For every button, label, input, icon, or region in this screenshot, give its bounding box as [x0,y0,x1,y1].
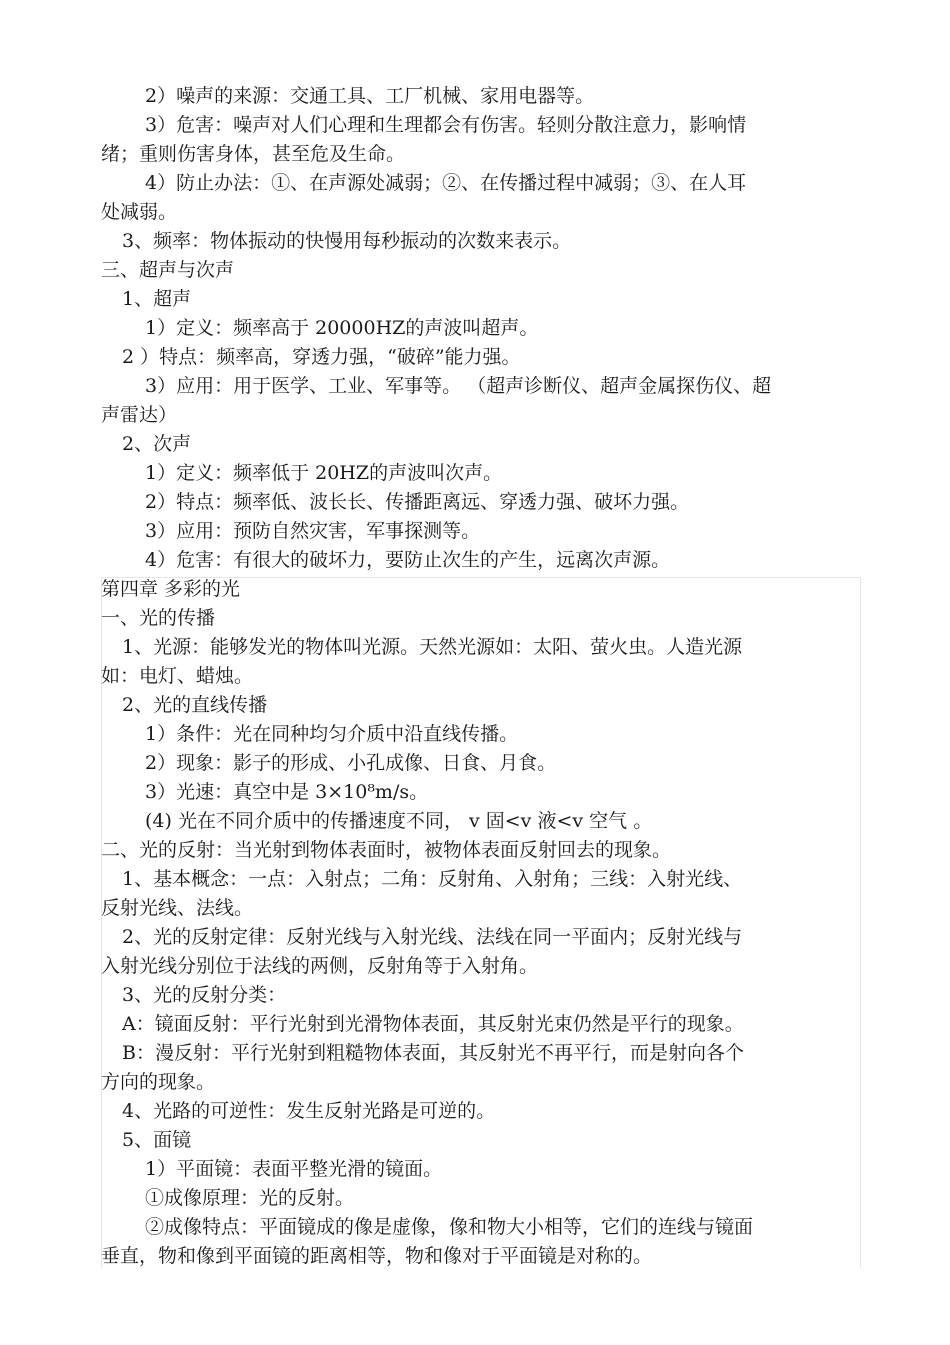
line-text: 3）危害：噪声对人们心理和生理都会有伤害。轻则分散注意力，影响情 [145,114,747,136]
line-text: 2、光的直线传播 [122,694,268,716]
text-line [0,546,950,575]
text-line [0,343,950,372]
line-text: 4）防止办法：①、在声源处减弱；②、在传播过程中减弱；③、在人耳 [145,172,747,194]
line-text: 5、面镜 [122,1129,192,1151]
text-line [0,517,950,546]
text-line [0,778,950,807]
line-text: 声雷达） [101,404,178,426]
text-line [0,372,950,401]
line-text: 2）现象：影子的形成、小孔成像、日食、月食。 [145,752,557,774]
line-text: 1、超声 [122,288,192,310]
line-text: 4、光路的可逆性：发生反射光路是可逆的。 [122,1100,496,1122]
text-line [0,111,950,140]
line-text: ①成像原理：光的反射。 [145,1187,355,1209]
text-line [0,1242,950,1271]
line-text: 反射光线、法线。 [101,897,254,919]
text-line [0,1126,950,1155]
line-text: 1）条件：光在同种均匀介质中沿直线传播。 [145,723,519,745]
text-line [0,923,950,952]
text-line [0,82,950,111]
line-text: 3）光速：真空中是 3×10⁸m/s。 [145,781,429,803]
text-line [0,314,950,343]
text-line [0,633,950,662]
line-text: 2、光的反射定律：反射光线与入射光线、法线在同一平面内；反射光线与 [122,926,743,948]
line-text: 二、光的反射：当光射到物体表面时，被物体表面反射回去的现象。 [101,839,672,861]
line-text: 入射光线分别位于法线的两侧，反射角等于入射角。 [101,955,539,977]
text-line [0,169,950,198]
text-line [0,1155,950,1184]
line-text: A：镜面反射：平行光射到光滑物体表面，其反射光束仍然是平行的现象。 [122,1013,744,1035]
text-line [0,604,950,633]
text-line [0,575,950,604]
line-text: 垂直，物和像到平面镜的距离相等，物和像对于平面镜是对称的。 [101,1245,653,1267]
text-line [0,894,950,923]
line-text: 绪；重则伤害身体，甚至危及生命。 [101,143,406,165]
line-text: ②成像特点：平面镜成的像是虚像，像和物大小相等，它们的连线与镜面 [145,1216,754,1238]
line-text: 1）定义：频率高于 20000HZ的声波叫超声。 [145,317,539,339]
text-line [0,662,950,691]
text-line [0,952,950,981]
line-text: 2）特点：频率低、波长长、传播距离远、穿透力强、破坏力强。 [145,491,690,513]
line-text: 1、基本概念：一点：入射点；二角：反射角、入射角；三线：入射光线、 [122,868,743,890]
text-line [0,807,950,836]
text-line [0,285,950,314]
line-text: 1）平面镜：表面平整光滑的镜面。 [145,1158,443,1180]
line-text: 2 ）特点：频率高，穿透力强，“破碎”能力强。 [122,346,521,368]
line-text: 3）应用：预防自然灾害，军事探测等。 [145,520,481,542]
text-line [0,1039,950,1068]
line-text: 1、光源：能够发光的物体叫光源。天然光源如：太阳、萤火虫。人造光源 [122,636,743,658]
text-line [0,140,950,169]
text-line [0,401,950,430]
line-text: 2）噪声的来源：交通工具、工厂机械、家用电器等。 [145,85,595,107]
text-line [0,256,950,285]
text-line [0,691,950,720]
text-line [0,488,950,517]
line-text: 3、光的反射分类： [122,984,287,1006]
line-text: 一、光的传播 [101,607,216,629]
line-text: 3、频率：物体振动的快慢用每秒振动的次数来表示。 [122,230,572,252]
line-text: 4）危害：有很大的破坏力，要防止次生的产生，远离次声源。 [145,549,671,571]
line-text: 方向的现象。 [101,1071,216,1093]
line-text: 3）应用：用于医学、工业、军事等。 （超声诊断仪、超声金属探伤仪、超 [145,375,772,397]
text-line [0,459,950,488]
text-line [0,1097,950,1126]
line-text: 1）定义：频率低于 20HZ的声波叫次声。 [145,462,503,484]
text-line [0,1213,950,1242]
text-line [0,836,950,865]
text-line [0,981,950,1010]
line-text: 三、超声与次声 [101,259,235,281]
line-text: 处减弱。 [101,201,178,223]
text-line [0,720,950,749]
line-text: B：漫反射：平行光射到粗糙物体表面，其反射光不再平行，而是射向各个 [122,1042,744,1064]
text-line [0,865,950,894]
text-line [0,1068,950,1097]
text-line [0,430,950,459]
text-line [0,227,950,256]
line-text: 第四章 多彩的光 [101,578,241,600]
text-line [0,1010,950,1039]
line-text: 如：电灯、蜡烛。 [101,665,254,687]
line-text: 2、次声 [122,433,192,455]
text-line [0,198,950,227]
text-line [0,749,950,778]
line-text: (4) 光在不同介质中的传播速度不同， v 固<v 液<v 空气 。 [145,810,653,832]
text-line [0,1184,950,1213]
